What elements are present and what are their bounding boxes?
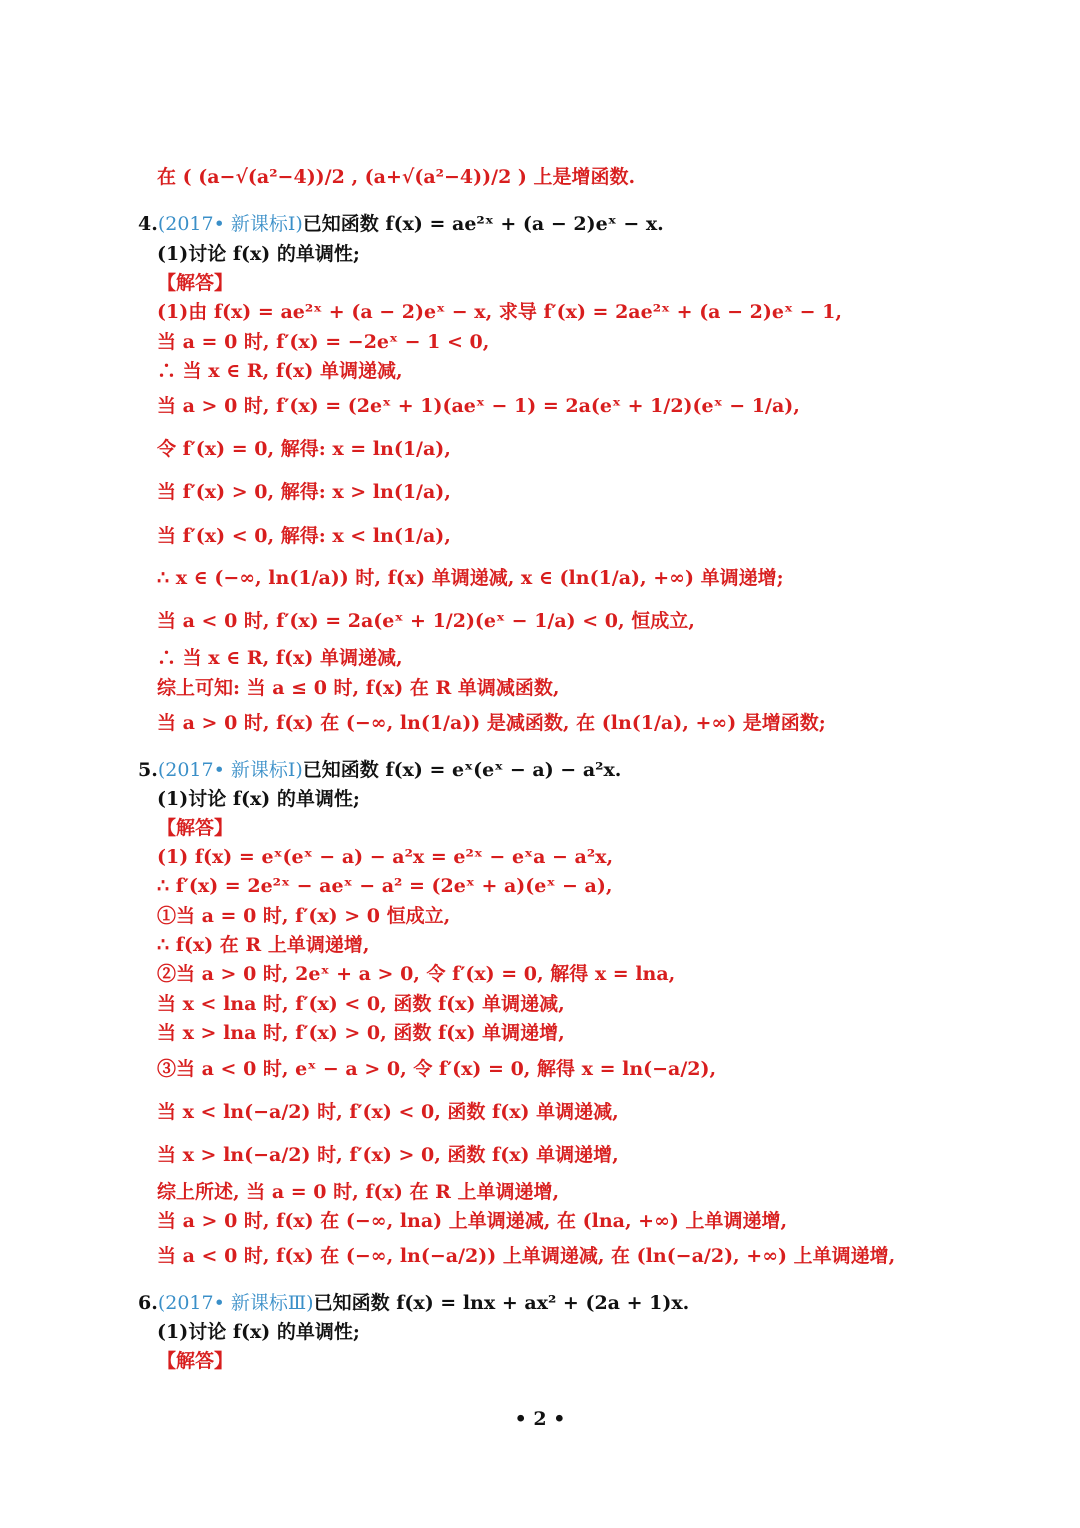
solution-line: ∴ x ∈ (−∞, ln(1/a)) 时, f(x) 单调递减, x ∈ (ln(1/a), +∞) 单调递增; (157, 567, 784, 589)
solution-line: 当 a > 0 时, f′(x) = (2eˣ + 1)(aeˣ − 1) = 2a(eˣ + 1/2)(eˣ − 1/a), (157, 395, 800, 417)
question-number: 4. (138, 213, 158, 235)
solution-line: ①当 a = 0 时, f′(x) > 0 恒成立, (157, 905, 451, 927)
solution-line: 当 x < ln(−a/2) 时, f′(x) < 0, 函数 f(x) 单调递减, (157, 1101, 619, 1123)
solution-line: ∴ f(x) 在 R 上单调递增, (157, 934, 370, 956)
solution-line: 综上所述, 当 a = 0 时, f(x) 在 R 上单调递增, (157, 1181, 560, 1203)
question-stem: 已知函数 f(x) = eˣ(eˣ − a) − a²x. (302, 759, 622, 781)
page-number: • 2 • (514, 1408, 566, 1430)
solution-line: 当 f′(x) > 0, 解得: x > ln(1/a), (157, 481, 451, 503)
source-tag: (2017• 新课标Ⅰ) (157, 213, 303, 235)
question-number: 6. (138, 1292, 158, 1314)
solution-line: ∴ 当 x ∈ R, f(x) 单调递减, (157, 360, 403, 382)
question-part: (1)讨论 f(x) 的单调性; (157, 1321, 360, 1343)
source-tag: (2017• 新课标Ⅰ) (157, 759, 303, 781)
question-stem: 已知函数 f(x) = ae²ˣ + (a − 2)eˣ − x. (302, 213, 664, 235)
question-stem: 已知函数 f(x) = lnx + ax² + (2a + 1)x. (313, 1292, 690, 1314)
solution-line: 令 f′(x) = 0, 解得: x = ln(1/a), (157, 438, 451, 460)
solution-line: ∴ f′(x) = 2e²ˣ − aeˣ − a² = (2eˣ + a)(eˣ − a), (157, 875, 613, 897)
question-number: 5. (138, 759, 158, 781)
solution-line: 当 x > ln(−a/2) 时, f′(x) > 0, 函数 f(x) 单调递增, (157, 1144, 619, 1166)
solution-line: 当 a > 0 时, f(x) 在 (−∞, lna) 上单调递减, 在 (lna, +∞) 上单调递增, (157, 1210, 788, 1232)
answer-label: 【解答】 (157, 817, 234, 839)
source-tag: (2017• 新课标Ⅲ) (157, 1292, 314, 1314)
solution-line: 当 a < 0 时, f′(x) = 2a(eˣ + 1/2)(eˣ − 1/a) < 0, 恒成立, (157, 610, 695, 632)
question-5-header (138, 758, 621, 782)
solution-line: (1)由 f(x) = ae²ˣ + (a − 2)eˣ − x, 求导 f′(x) = 2ae²ˣ + (a − 2)eˣ − 1, (157, 301, 842, 323)
solution-line: 综上可知: 当 a ≤ 0 时, f(x) 在 R 单调减函数, (157, 677, 560, 699)
solution-line: 当 x > lna 时, f′(x) > 0, 函数 f(x) 单调递增, (157, 1022, 565, 1044)
solution-line: (1) f(x) = eˣ(eˣ − a) − a²x = e²ˣ − eˣa − a²x, (157, 846, 614, 868)
question-4-header (138, 212, 664, 236)
solution-line: ③当 a < 0 时, eˣ − a > 0, 令 f′(x) = 0, 解得 x = ln(−a/2), (157, 1058, 717, 1080)
answer-label: 【解答】 (157, 272, 234, 294)
solution-line: ②当 a > 0 时, 2eˣ + a > 0, 令 f′(x) = 0, 解得 x = lna, (157, 963, 676, 985)
solution-line: 当 a = 0 时, f′(x) = −2eˣ − 1 < 0, (157, 331, 490, 353)
intro-line: 在 ( (a−√(a²−4))/2 , (a+√(a²−4))/2 ) 上是增函数. (157, 166, 636, 188)
solution-line: ∴ 当 x ∈ R, f(x) 单调递减, (157, 647, 403, 669)
solution-line: 当 a > 0 时, f(x) 在 (−∞, ln(1/a)) 是减函数, 在 (ln(1/a), +∞) 是增函数; (157, 712, 826, 734)
question-part: (1)讨论 f(x) 的单调性; (157, 243, 360, 265)
question-6-header (138, 1291, 689, 1315)
question-part: (1)讨论 f(x) 的单调性; (157, 788, 360, 810)
solution-line: 当 a < 0 时, f(x) 在 (−∞, ln(−a/2)) 上单调递减, 在 (ln(−a/2), +∞) 上单调递增, (157, 1245, 896, 1267)
solution-line: 当 x < lna 时, f′(x) < 0, 函数 f(x) 单调递减, (157, 993, 565, 1015)
answer-label: 【解答】 (157, 1350, 234, 1372)
solution-line: 当 f′(x) < 0, 解得: x < ln(1/a), (157, 525, 451, 547)
